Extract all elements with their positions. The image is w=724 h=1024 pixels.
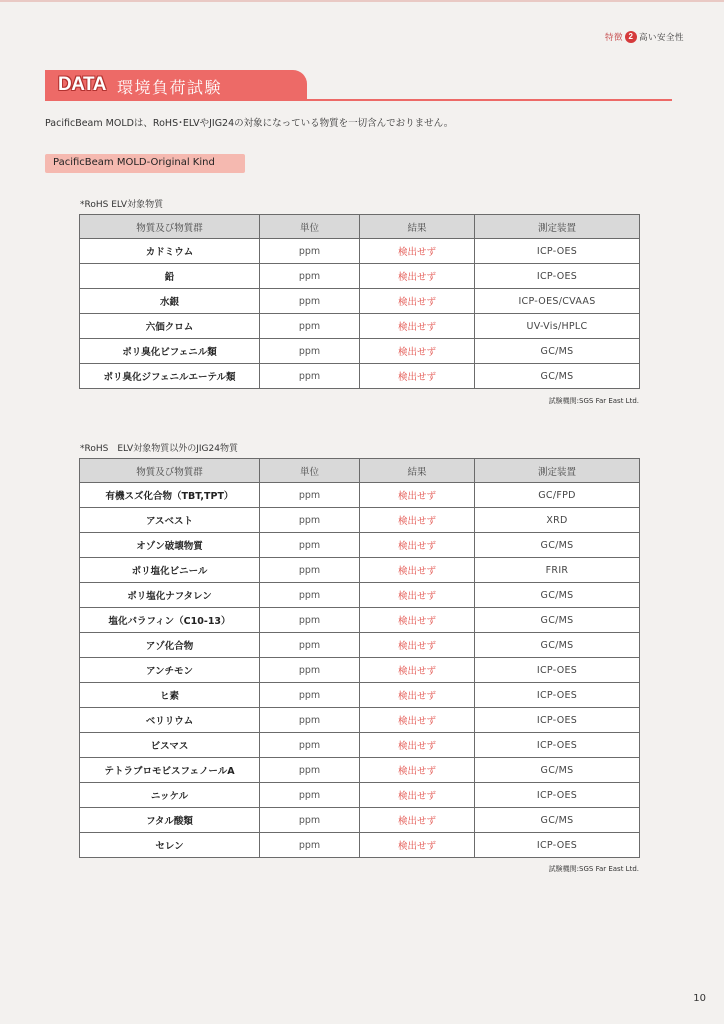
device-cell: ICP-OES — [475, 683, 640, 708]
table-row — [80, 808, 640, 833]
unit-cell: ppm — [260, 783, 360, 808]
substance-cell: 水銀 — [80, 289, 260, 314]
device-cell: ICP-OES — [475, 708, 640, 733]
unit-cell: ppm — [260, 708, 360, 733]
substance-cell: ポリ塩化ナフタレン — [80, 583, 260, 608]
page-number: 10 — [693, 993, 706, 1004]
table-row — [80, 633, 640, 658]
unit-cell: ppm — [260, 239, 360, 264]
result-cell: 検出せず — [360, 364, 475, 389]
unit-cell: ppm — [260, 583, 360, 608]
substance-cell: オゾン破壊物質 — [80, 533, 260, 558]
feature-text: 高い安全性 — [638, 33, 684, 43]
column-header-device: 測定装置 — [475, 215, 640, 239]
substance-cell: 鉛 — [80, 264, 260, 289]
substance-cell: 六価クロム — [80, 314, 260, 339]
device-cell: ICP-OES — [475, 733, 640, 758]
unit-cell: ppm — [260, 608, 360, 633]
data-label: DATA — [58, 74, 106, 95]
device-cell: ICP-OES — [475, 783, 640, 808]
substance-cell: ポリ臭化ビフェニル類 — [80, 339, 260, 364]
unit-cell: ppm — [260, 833, 360, 858]
column-header-device: 測定装置 — [475, 459, 640, 483]
device-cell: FRIR — [475, 558, 640, 583]
column-header-substance: 物質及び物質群 — [80, 215, 260, 239]
table-row — [80, 708, 640, 733]
device-cell: ICP-OES — [475, 239, 640, 264]
rohs-elv-table — [79, 214, 640, 389]
result-cell: 検出せず — [360, 533, 475, 558]
device-cell: GC/MS — [475, 808, 640, 833]
result-cell: 検出せず — [360, 558, 475, 583]
feature-tag — [605, 31, 684, 43]
result-cell: 検出せず — [360, 264, 475, 289]
result-cell: 検出せず — [360, 658, 475, 683]
table-row — [80, 783, 640, 808]
column-header-unit: 単位 — [260, 459, 360, 483]
result-cell: 検出せず — [360, 583, 475, 608]
result-cell: 検出せず — [360, 833, 475, 858]
device-cell: GC/MS — [475, 758, 640, 783]
table2-caption: *RoHS ELV対象物質以外のJIG24物質 — [80, 444, 238, 454]
table-row — [80, 558, 640, 583]
substance-cell: ポリ臭化ジフェニルエーテル類 — [80, 364, 260, 389]
substance-cell: ポリ塩化ビニール — [80, 558, 260, 583]
column-header-substance: 物質及び物質群 — [80, 459, 260, 483]
unit-cell: ppm — [260, 289, 360, 314]
result-cell: 検出せず — [360, 314, 475, 339]
table2-source: 試験機関:SGS Far East Ltd. — [548, 865, 639, 873]
device-cell: ICP-OES — [475, 658, 640, 683]
substance-cell: 有機スズ化合物（TBT,TPT） — [80, 483, 260, 508]
unit-cell: ppm — [260, 314, 360, 339]
substance-cell: セレン — [80, 833, 260, 858]
result-cell: 検出せず — [360, 483, 475, 508]
kind-tag-label: PacificBeam MOLD-Original Kind — [53, 157, 215, 168]
substance-cell: カドミウム — [80, 239, 260, 264]
result-cell: 検出せず — [360, 708, 475, 733]
table-row — [80, 758, 640, 783]
device-cell: GC/MS — [475, 608, 640, 633]
unit-cell: ppm — [260, 339, 360, 364]
table1-caption: *RoHS ELV対象物質 — [80, 200, 164, 210]
column-header-result: 結果 — [360, 459, 475, 483]
feature-number-badge: 2 — [625, 31, 637, 43]
section-header-rule — [45, 99, 672, 101]
device-cell: ICP-OES — [475, 833, 640, 858]
substance-cell: ヒ素 — [80, 683, 260, 708]
substance-cell: ビスマス — [80, 733, 260, 758]
table-row — [80, 364, 640, 389]
feature-prefix: 特徴 — [604, 33, 623, 43]
table-row — [80, 658, 640, 683]
substance-cell: テトラブロモビスフェノールA — [80, 758, 260, 783]
device-cell: GC/FPD — [475, 483, 640, 508]
table-row — [80, 533, 640, 558]
intro-text: PacificBeam MOLDは、RoHS･ELVやJIG24の対象になっている物質を一切含んでおりません。 — [45, 118, 454, 129]
unit-cell: ppm — [260, 683, 360, 708]
column-header-unit: 単位 — [260, 215, 360, 239]
substance-cell: アンチモン — [80, 658, 260, 683]
unit-cell: ppm — [260, 558, 360, 583]
result-cell: 検出せず — [360, 239, 475, 264]
column-header-result: 結果 — [360, 215, 475, 239]
unit-cell: ppm — [260, 533, 360, 558]
substance-cell: ベリリウム — [80, 708, 260, 733]
result-cell: 検出せず — [360, 683, 475, 708]
table-row — [80, 683, 640, 708]
result-cell: 検出せず — [360, 758, 475, 783]
kind-tag — [45, 154, 245, 173]
table-row — [80, 264, 640, 289]
table-row — [80, 339, 640, 364]
device-cell: UV-Vis/HPLC — [475, 314, 640, 339]
device-cell: ICP-OES — [475, 264, 640, 289]
result-cell: 検出せず — [360, 808, 475, 833]
substance-cell: アゾ化合物 — [80, 633, 260, 658]
table-row — [80, 733, 640, 758]
substance-cell: フタル酸類 — [80, 808, 260, 833]
section-title: 環境負荷試験 — [117, 78, 223, 97]
table-row — [80, 583, 640, 608]
result-cell: 検出せず — [360, 633, 475, 658]
device-cell: GC/MS — [475, 583, 640, 608]
unit-cell: ppm — [260, 508, 360, 533]
unit-cell: ppm — [260, 364, 360, 389]
device-cell: GC/MS — [475, 339, 640, 364]
unit-cell: ppm — [260, 808, 360, 833]
table-row — [80, 508, 640, 533]
unit-cell: ppm — [260, 633, 360, 658]
unit-cell: ppm — [260, 483, 360, 508]
device-cell: GC/MS — [475, 364, 640, 389]
jig24-table — [79, 458, 640, 858]
substance-cell: アスベスト — [80, 508, 260, 533]
device-cell: ICP-OES/CVAAS — [475, 289, 640, 314]
table1-source: 試験機関:SGS Far East Ltd. — [548, 397, 639, 405]
unit-cell: ppm — [260, 758, 360, 783]
result-cell: 検出せず — [360, 289, 475, 314]
top-border — [0, 0, 724, 2]
table-row — [80, 314, 640, 339]
table-row — [80, 833, 640, 858]
device-cell: XRD — [475, 508, 640, 533]
table-row — [80, 483, 640, 508]
unit-cell: ppm — [260, 264, 360, 289]
result-cell: 検出せず — [360, 339, 475, 364]
result-cell: 検出せず — [360, 608, 475, 633]
substance-cell: ニッケル — [80, 783, 260, 808]
table-row — [80, 608, 640, 633]
result-cell: 検出せず — [360, 508, 475, 533]
table-row — [80, 239, 640, 264]
substance-cell: 塩化パラフィン（C10-13） — [80, 608, 260, 633]
result-cell: 検出せず — [360, 783, 475, 808]
table-row — [80, 289, 640, 314]
unit-cell: ppm — [260, 658, 360, 683]
result-cell: 検出せず — [360, 733, 475, 758]
table-header-row — [80, 459, 640, 483]
unit-cell: ppm — [260, 733, 360, 758]
device-cell: GC/MS — [475, 533, 640, 558]
table-header-row — [80, 215, 640, 239]
device-cell: GC/MS — [475, 633, 640, 658]
